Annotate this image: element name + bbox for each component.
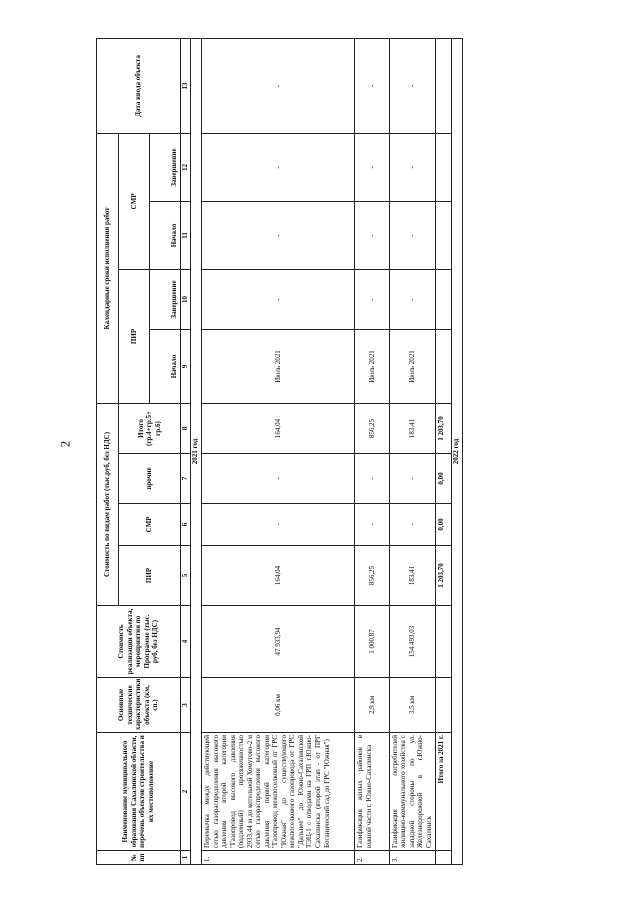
row-end: - — [202, 269, 355, 329]
page-number: 2 — [57, 440, 73, 448]
total-sum: 1 203,70 — [436, 403, 451, 453]
col-number: 10 — [180, 269, 190, 329]
header-smr: СМР — [119, 504, 180, 546]
row-num: 3. — [389, 851, 436, 865]
header-total: Итого (гр.4+гр.5+ гр.6) — [119, 403, 180, 453]
row-end-smr: - — [389, 133, 436, 201]
row-name: Газификация потребителей жилищно-коммунального хозяйства с западной стороны по ул. Железнодорожной в г.Южно-Сахалинск — [389, 733, 436, 851]
row-end: - — [389, 269, 436, 329]
row-other: - — [355, 454, 390, 504]
row-other: - — [389, 454, 436, 504]
header-num: № пп — [97, 851, 181, 865]
row-specs: 3,5 км — [389, 678, 436, 733]
header-cal-smr: СМР — [119, 133, 150, 269]
col-number: 4 — [180, 606, 190, 678]
header-end-smr: Завершение — [150, 133, 181, 201]
col-number: 2 — [180, 733, 190, 851]
col-number: 11 — [180, 201, 190, 269]
table-row — [202, 38, 355, 864]
table-row — [355, 38, 390, 864]
row-name: Газификация жилых районов в южной части г. Южно-Сахалинска — [355, 733, 390, 851]
header-calendar-group: Календарные сроки исполнения работ — [97, 133, 119, 403]
year-2021-row — [190, 38, 201, 864]
col-number: 12 — [180, 133, 190, 201]
row-num: 2. — [355, 851, 390, 865]
row-total: 164,04 — [202, 403, 355, 453]
row-end-smr: - — [202, 133, 355, 201]
row-total: 183,41 — [389, 403, 436, 453]
row-specs: 0,06 км — [202, 678, 355, 733]
row-start: Июль 2021 — [355, 329, 390, 403]
works-schedule-sheet — [96, 39, 463, 865]
col-number: 13 — [180, 38, 190, 133]
row-smr: - — [389, 504, 436, 546]
total-other: 0,00 — [436, 454, 451, 504]
table-row — [389, 38, 436, 864]
col-number: 8 — [180, 403, 190, 453]
row-start-smr: - — [355, 201, 390, 269]
row-num: 1. — [202, 851, 355, 865]
row-commission: - — [355, 38, 390, 133]
row-total: 856,25 — [355, 403, 390, 453]
header-start-pir: Начало — [150, 329, 181, 403]
row-commission: - — [389, 38, 436, 133]
year-2021-label: 2021 год — [190, 38, 201, 864]
col-number: 3 — [180, 678, 190, 733]
row-other: - — [202, 454, 355, 504]
header-start-smr: Начало — [150, 201, 181, 269]
header-pir: ПИР — [119, 546, 180, 606]
column-numbers-row — [180, 38, 190, 864]
col-number: 5 — [180, 546, 190, 606]
header-cal-pir: ПИР — [119, 269, 150, 403]
header-name: Наименование муниципального образования Сахалинской области, перечень объектов строительства и их местоположение — [97, 733, 181, 851]
row-cost: 1 000,87 — [355, 606, 390, 678]
row-cost: 47 933,94 — [202, 606, 355, 678]
header-commission: Дата ввода объекта — [97, 38, 181, 133]
row-specs: 2,9 км — [355, 678, 390, 733]
row-start-smr: - — [389, 201, 436, 269]
row-smr: - — [202, 504, 355, 546]
row-pir: 164,04 — [202, 546, 355, 606]
row-start-smr: - — [202, 201, 355, 269]
row-pir: 856,25 — [355, 546, 390, 606]
year-2022-label: 2022 год — [451, 38, 462, 864]
total-row — [436, 38, 451, 864]
col-number: 9 — [180, 329, 190, 403]
total-label: Итого за 2021 г. — [436, 733, 451, 851]
row-pir: 183,41 — [389, 546, 436, 606]
col-number: 6 — [180, 504, 190, 546]
row-cost: 154 493,03 — [389, 606, 436, 678]
row-name: Перемычка между действующей сетью газораспределения высокого давления второй категории "Газопровод высокого давления (подземный) протяженностью 2933,44 м до котельной Хомутово-2 и сетью газораспределения высокого давления первой категории "Газопровод межпоселковый от ГРС "Южная" до существующего межпоселкового газопровода от ГРС "Дальнее" до Южно-Сахалинской ТЭЦ-1 с отводами на ГРП г.Южно-Сахалинска (второй этап - от ПРГ Ботанический сад до ГРС "Южная") — [202, 733, 355, 851]
works-schedule-table — [96, 38, 463, 865]
year-2022-row — [451, 38, 462, 864]
row-start: Июль 2021 — [389, 329, 436, 403]
header-cost: Стоимость реализации объекта, мероприятия по Программе (тыс. руб, без НДС) — [97, 606, 181, 678]
col-number: 7 — [180, 454, 190, 504]
header-end-pir: Завершение — [150, 269, 181, 329]
header-other: прочие — [119, 454, 180, 504]
row-end-smr: - — [355, 133, 390, 201]
row-smr: - — [355, 504, 390, 546]
total-pir: 1 203,70 — [436, 546, 451, 606]
col-number: 1 — [180, 851, 190, 865]
row-commission: - — [202, 38, 355, 133]
header-works-group: Стоимость по видам работ (тыс.руб, без НДС) — [97, 403, 119, 605]
row-start: Июль 2021 — [202, 329, 355, 403]
header-specs: Основные технические характеристики объекта (км, сп.) — [97, 678, 181, 733]
row-end: - — [355, 269, 390, 329]
total-smr: 0,00 — [436, 504, 451, 546]
